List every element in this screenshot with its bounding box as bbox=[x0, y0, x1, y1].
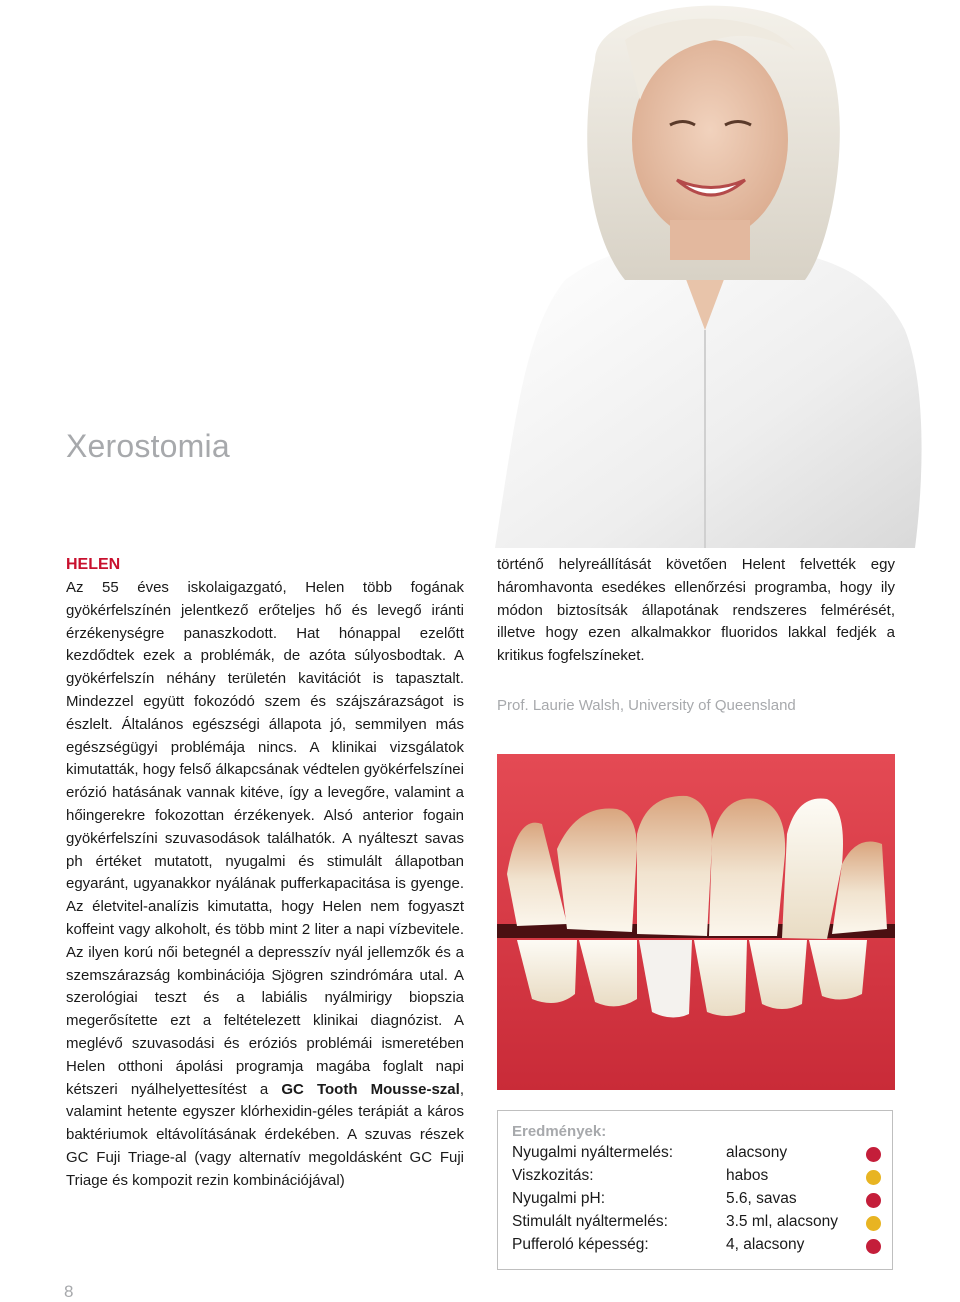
case-name-heading: HELEN bbox=[66, 556, 121, 573]
author-credit: Prof. Laurie Walsh, University of Queensland bbox=[497, 697, 796, 714]
result-row bbox=[512, 1190, 884, 1212]
result-row bbox=[512, 1144, 884, 1166]
clinical-teeth-photo bbox=[497, 754, 895, 1090]
result-value: alacsony bbox=[726, 1144, 788, 1161]
result-value: 4, alacsony bbox=[726, 1236, 805, 1253]
result-status-dot bbox=[866, 1239, 881, 1254]
result-row bbox=[512, 1236, 884, 1258]
result-label: Pufferoló képesség: bbox=[512, 1236, 649, 1253]
result-label: Nyugalmi pH: bbox=[512, 1190, 606, 1207]
result-status-dot bbox=[866, 1216, 881, 1231]
product-name-bold: GC Tooth Mousse-szal bbox=[281, 1080, 460, 1098]
portrait-photo bbox=[455, 0, 960, 548]
result-row bbox=[512, 1167, 884, 1189]
case-description-left bbox=[66, 577, 464, 1193]
case-text-part-1: Az 55 éves iskolaigazgató, Helen több fogának gyökérfelszínén jelentkező erőteljes hő és levegő iránti érzékenységre panaszkodott. Hat hónappal ezelőtt kezdődtek ezek a problémák, de azóta súlyosbodtak. A gyökérfelszín néhány területén kavitációt is tapasztalt. Mindezzel együtt fokozódó szem és szájszárazságot is észlelt. Általános egészségi állapota jó, semmilyen más egészségügyi problémája nincs. A klinikai vizsgálatok kimutatták, hogy felső álkapcsának védtelen gyökérfelszínei erózió hatásának vannak kitéve, így a levegőre, valamint a hőingerekre fokozottan érzékenyek. Alsó anterior fogain gyökérfelszíni szuvasodások találhatók. A nyálteszt savas ph értéket mutatott, nyugalmi és stimulált állapotban egyaránt, ugyanakkor nyálának pufferkapacitása is gyenge. Az életvitel-analízis kimutatta, hogy Helen nem fogyaszt koffeint vagy alkoholt, és több mint 2 liter a napi vízbevitele. Az ilyen korú női betegnél a depresszív nyál jellemzők és a szemszárazság kombinációja Sjögren szindrómára utal. A szerológiai teszt és a labiális nyálmirigy biopszia megerősítette ezt a feltételezett klinikai diagnózist. A meglévő szuvasodási és eróziós problémái ismeretében Helen otthoni ápolási programja magába foglalt napi kétszeri nyálhelyettesítést a bbox=[66, 579, 464, 1098]
result-label: Stimulált nyáltermelés: bbox=[512, 1213, 668, 1230]
result-label: Nyugalmi nyáltermelés: bbox=[512, 1144, 674, 1161]
result-status-dot bbox=[866, 1193, 881, 1208]
page-title: Xerostomia bbox=[66, 428, 230, 464]
results-heading: Eredmények: bbox=[512, 1123, 607, 1140]
case-text-part-2: , valamint hetente egyszer klórhexidin-géles terápiát a káros baktériumok eltávolításának érdekében. A szuvas részek GC Fuji Triage-al (vagy alternatív megoldásként GC Fuji Triage és kompozit rezin kombinációjával) bbox=[66, 1080, 464, 1189]
result-value: 5.6, savas bbox=[726, 1190, 797, 1207]
result-value: 3.5 ml, alacsony bbox=[726, 1213, 838, 1230]
result-row bbox=[512, 1213, 884, 1235]
page-number: 8 bbox=[64, 1282, 74, 1301]
result-status-dot bbox=[866, 1147, 881, 1162]
right-column bbox=[497, 554, 895, 668]
left-column bbox=[66, 554, 464, 1193]
result-status-dot bbox=[866, 1170, 881, 1185]
case-description-right: történő helyreállítását követően Helent felvették egy háromhavonta esedékes ellenőrzési programba, hogy ily módon biztosítsák állapotának rendszeres felmérését, illetve hogy ezen alkalmakkor fluoridos lakkal fedjék a kritikus fogfelszíneket. bbox=[497, 556, 895, 665]
result-value: habos bbox=[726, 1167, 769, 1184]
results-box bbox=[497, 1110, 893, 1270]
result-label: Viszkozitás: bbox=[512, 1167, 594, 1184]
